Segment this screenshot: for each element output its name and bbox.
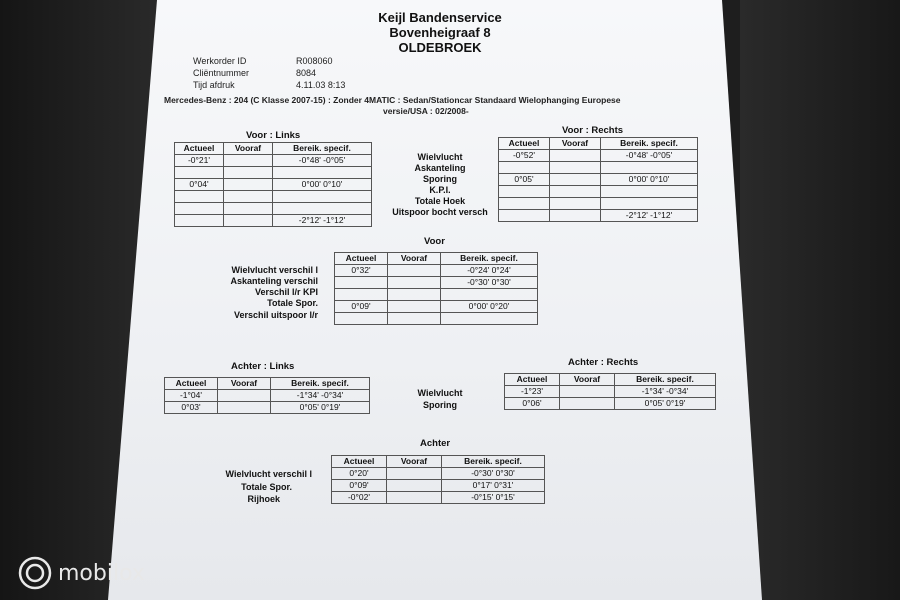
cell-range: -0°30' 0°30' [442, 468, 545, 480]
cell-actual [175, 191, 224, 203]
col-actual: Actueel [165, 378, 218, 390]
label-totale-hoek: Totale Hoek [414, 196, 466, 206]
cell-actual: 0°04' [175, 179, 224, 191]
cell-range: -2°12' -1°12' [273, 215, 372, 227]
cell-actual: 0°32' [335, 265, 388, 277]
cell-before [388, 289, 441, 301]
label-wielvlucht: Wielvlucht [417, 152, 463, 162]
col-range: Bereik. specif. [273, 143, 372, 155]
cell-before [218, 402, 271, 414]
front-right-table [498, 137, 698, 222]
rear-right-table [504, 373, 716, 410]
label-rear-wielvlucht: Wielvlucht [417, 388, 463, 398]
col-actual: Actueel [175, 143, 224, 155]
table-row [499, 186, 698, 198]
cell-actual: -1°04' [165, 390, 218, 402]
cell-before [550, 150, 601, 162]
label-kpi: K.P.I. [429, 185, 451, 195]
cell-range: -0°15' 0°15' [442, 492, 545, 504]
label-front-2: Verschil l/r KPI [254, 287, 318, 297]
print-label: Tijd afdruk [193, 80, 235, 90]
cell-before [388, 265, 441, 277]
vehicle-line-1: Mercedes-Benz : 204 (C Klasse 2007-15) : Zonder 4MATIC : Sedan/Stationcar Standaard Wielophanging Europese [164, 95, 621, 105]
rear-left-table [164, 377, 370, 414]
rear-table [331, 455, 545, 504]
table-row [499, 198, 698, 210]
table-row [335, 289, 538, 301]
label-rear-1: Totale Spor. [241, 482, 292, 492]
cell-range: -1°34' -0°34' [615, 386, 716, 398]
col-actual: Actueel [335, 253, 388, 265]
company-city: OLDEBROEK [398, 40, 482, 55]
label-front-4: Verschil uitspoor l/r [233, 310, 318, 320]
table-row [175, 179, 372, 191]
rear-left-title: Achter : Links [231, 361, 295, 372]
cell-range: 0°05' 0°19' [271, 402, 370, 414]
cell-range: -0°48' -0°05' [273, 155, 372, 167]
cell-range: 0°00' 0°10' [601, 174, 698, 186]
cell-range: 0°05' 0°19' [615, 398, 716, 410]
rear-title: Achter [420, 438, 451, 449]
table-row [332, 468, 545, 480]
cell-actual [175, 215, 224, 227]
label-sporing: Sporing [423, 174, 457, 184]
cell-range [273, 191, 372, 203]
col-before: Vooraf [218, 378, 271, 390]
company-street: Bovenheigraaf 8 [389, 25, 491, 40]
cell-actual [499, 186, 550, 198]
col-range: Bereik. specif. [442, 456, 545, 468]
col-range: Bereik. specif. [271, 378, 370, 390]
cell-actual [335, 289, 388, 301]
cell-before [387, 468, 442, 480]
cell-before [224, 191, 273, 203]
table-row [175, 203, 372, 215]
cell-range: -1°34' -0°34' [271, 390, 370, 402]
cell-actual: -0°02' [332, 492, 387, 504]
cell-before [387, 480, 442, 492]
table-row [499, 150, 698, 162]
table-row [335, 277, 538, 289]
cell-range [441, 313, 538, 325]
col-before: Vooraf [550, 138, 601, 150]
col-before: Vooraf [560, 374, 615, 386]
cell-before [550, 162, 601, 174]
col-before: Vooraf [388, 253, 441, 265]
cell-before [224, 167, 273, 179]
vehicle-line-2: versie/USA : 02/2008- [383, 106, 469, 116]
mobilox-watermark [18, 556, 145, 590]
cell-actual [499, 162, 550, 174]
cell-actual [499, 210, 550, 222]
cell-range [273, 203, 372, 215]
cell-range [273, 167, 372, 179]
company-name: Keijl Bandenservice [378, 10, 502, 25]
cell-range [601, 186, 698, 198]
table-row [505, 398, 716, 410]
col-before: Vooraf [224, 143, 273, 155]
table-header-row [165, 378, 370, 390]
cell-actual: 0°09' [332, 480, 387, 492]
table-header-row [505, 374, 716, 386]
col-range: Bereik. specif. [601, 138, 698, 150]
label-rear-2: Rijhoek [247, 494, 280, 504]
table-row [335, 265, 538, 277]
cell-range [441, 289, 538, 301]
cell-range: -0°24' 0°24' [441, 265, 538, 277]
cell-actual: -0°52' [499, 150, 550, 162]
rear-right-title: Achter : Rechts [568, 357, 639, 368]
mobilox-logo-text: mobilox [58, 560, 145, 586]
table-row [165, 390, 370, 402]
cell-actual: 0°06' [505, 398, 560, 410]
cell-before [550, 186, 601, 198]
table-header-row [335, 253, 538, 265]
client-label: Cliëntnummer [193, 68, 250, 78]
table-row [175, 167, 372, 179]
table-row [335, 313, 538, 325]
cell-range: 0°17' 0°31' [442, 480, 545, 492]
cell-actual [335, 277, 388, 289]
cell-actual: 0°05' [499, 174, 550, 186]
table-row [175, 191, 372, 203]
cell-before [387, 492, 442, 504]
cell-actual [175, 203, 224, 215]
order-value: R008060 [296, 56, 333, 66]
cell-range: -0°30' 0°30' [441, 277, 538, 289]
cell-before [560, 386, 615, 398]
cell-before [388, 313, 441, 325]
front-left-table [174, 142, 372, 227]
label-askanteling: Askanteling [414, 163, 466, 173]
cell-actual: -1°23' [505, 386, 560, 398]
cell-range [601, 162, 698, 174]
cell-range [601, 198, 698, 210]
label-front-0: Wielvlucht verschil l [231, 265, 318, 275]
cell-actual: 0°03' [165, 402, 218, 414]
front-left-title: Voor : Links [246, 130, 301, 141]
table-header-row [499, 138, 698, 150]
table-row [505, 386, 716, 398]
print-value: 4.11.03 8:13 [296, 80, 346, 90]
cell-actual [499, 198, 550, 210]
cell-actual: 0°09' [335, 301, 388, 313]
cell-actual [335, 313, 388, 325]
cell-before [224, 155, 273, 167]
front-title: Voor [424, 236, 445, 247]
table-row [175, 215, 372, 227]
cell-before [550, 198, 601, 210]
col-before: Vooraf [387, 456, 442, 468]
cell-range: -2°12' -1°12' [601, 210, 698, 222]
col-actual: Actueel [332, 456, 387, 468]
cell-before [224, 215, 273, 227]
table-row [499, 162, 698, 174]
cell-actual: -0°21' [175, 155, 224, 167]
cell-range: 0°00' 0°10' [273, 179, 372, 191]
background-right [740, 0, 900, 600]
table-row [335, 301, 538, 313]
table-row [332, 492, 545, 504]
label-rear-0: Wielvlucht verschil l [225, 469, 312, 479]
label-front-1: Askanteling verschil [230, 276, 318, 286]
cell-before [550, 210, 601, 222]
cell-before [224, 179, 273, 191]
cell-range: 0°00' 0°20' [441, 301, 538, 313]
cell-actual: 0°20' [332, 468, 387, 480]
col-actual: Actueel [505, 374, 560, 386]
mobilox-logo-icon [18, 556, 52, 590]
col-range: Bereik. specif. [615, 374, 716, 386]
col-actual: Actueel [499, 138, 550, 150]
table-row [499, 174, 698, 186]
front-table [334, 252, 538, 325]
cell-before [388, 301, 441, 313]
front-right-title: Voor : Rechts [562, 125, 624, 136]
cell-before [560, 398, 615, 410]
cell-actual [175, 167, 224, 179]
table-row [499, 210, 698, 222]
table-row [175, 155, 372, 167]
table-row [165, 402, 370, 414]
table-row [332, 480, 545, 492]
label-rear-sporing: Sporing [423, 400, 457, 410]
cell-range: -0°48' -0°05' [601, 150, 698, 162]
cell-before [224, 203, 273, 215]
client-value: 8084 [296, 68, 317, 78]
label-front-3: Totale Spor. [267, 298, 318, 308]
cell-before [550, 174, 601, 186]
col-range: Bereik. specif. [441, 253, 538, 265]
cell-before [388, 277, 441, 289]
cell-before [218, 390, 271, 402]
order-label: Werkorder ID [193, 56, 247, 66]
table-header-row [175, 143, 372, 155]
label-uitspoor: Uitspoor bocht versch [392, 207, 488, 217]
table-header-row [332, 456, 545, 468]
